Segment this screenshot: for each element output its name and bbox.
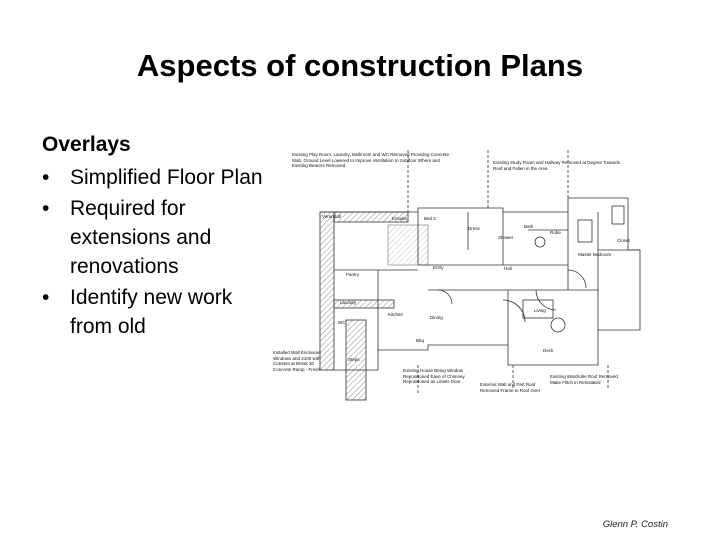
content-heading: Overlays <box>42 133 131 156</box>
room-living: Living <box>534 308 546 313</box>
author-credit: Glenn P. Costin <box>602 519 668 530</box>
bullet-item <box>42 163 272 192</box>
bullet-text: Identify new work from old <box>70 286 233 338</box>
room-bbq: Bbq <box>416 338 425 343</box>
note-bottom-mid: External Wall and Part Roof Removed Frame to Roof Over <box>480 382 541 393</box>
note-top-left: Existing Play Room, Laundry, Bathroom and WC Removed Providing Concrete Slab. Ground Level Lowered to Improve Ventilation to Subfloor Where and Existing Bearers Removed. <box>292 152 449 168</box>
room-hall: Hall <box>504 266 512 271</box>
note-bottom-right: Existing Wardrobe Roof Removed Make Flitch in Reinstated <box>550 374 618 385</box>
bullet-item <box>42 194 272 281</box>
slide-title: Aspects of construction Plans <box>136 48 584 83</box>
room-robe: Robe <box>550 230 561 235</box>
room-master: Master Bedroom <box>578 252 612 257</box>
room-ensuite: Ensuite <box>392 216 408 221</box>
room-shower: Shower <box>498 235 514 240</box>
room-wc: WC <box>338 320 346 325</box>
room-dress: Dress <box>468 226 480 231</box>
note-top-right: Existing Study Room and Hallway Removed at Degree Towards Roof and Fallen in the Area <box>493 160 620 171</box>
room-bed2: Bed 2 <box>424 216 436 221</box>
room-verandah: Verandah <box>322 214 342 219</box>
content-block <box>42 132 272 343</box>
room-kitchen: Kitchen <box>388 312 404 317</box>
room-laundry: Laundry <box>340 300 357 305</box>
hatched-area <box>388 225 428 265</box>
room-deck: Deck <box>543 348 554 353</box>
bullet-text: Simplified Floor Plan <box>70 166 263 189</box>
bullet-text: Required for extensions and renovations <box>70 197 212 278</box>
note-left: Installed Wall Enclosure Windows and 2100 with Consent at Break 30 Concrete Ramp - Fresh <box>273 350 321 372</box>
room-closet: Closet <box>617 238 630 243</box>
room-steps: Steps <box>348 357 360 362</box>
bullet-list <box>42 163 272 341</box>
bullet-marker: • <box>42 166 50 189</box>
room-bath: Bath <box>524 224 534 229</box>
room-dining: Dining <box>430 315 443 320</box>
bullet-item <box>42 283 272 341</box>
note-bottom-center: Existing House Being Window Repositioned Eave of Chimney Repositioned as Lintels Door. <box>403 368 465 384</box>
room-entry: Entry <box>433 265 444 270</box>
hatched-wall <box>320 212 334 370</box>
room-pantry: Pantry <box>346 272 360 277</box>
bullet-marker: • <box>42 197 50 220</box>
bullet-marker: • <box>42 286 50 309</box>
floor-plan-drawing <box>268 150 648 410</box>
